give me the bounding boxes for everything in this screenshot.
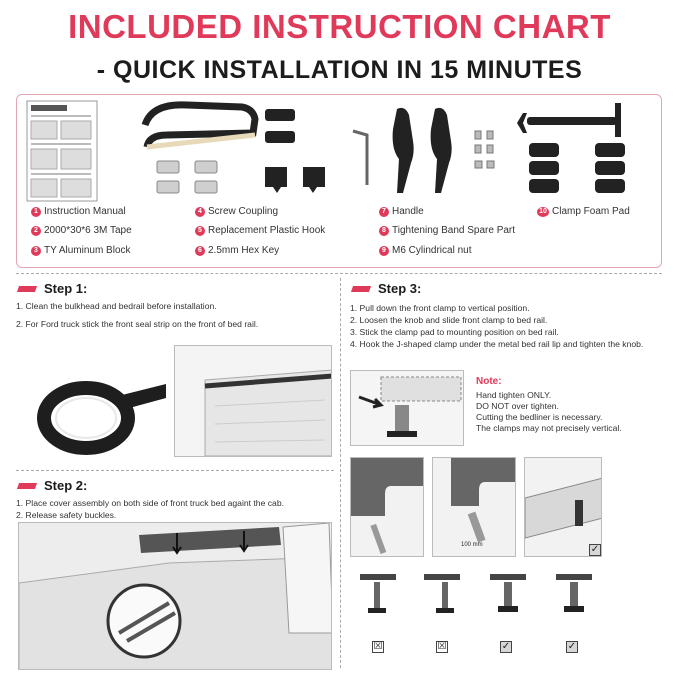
spare-part-illustration <box>475 131 494 168</box>
part-label-5: 5 Replacement Plastic Hook <box>195 225 325 236</box>
aluminum-block-illustration <box>157 161 217 193</box>
manual-illustration <box>27 101 97 201</box>
cross-icon: ☒ <box>437 641 447 652</box>
step1-heading: Step 1: <box>18 281 87 296</box>
note-text: Hand tighten ONLY. DO NOT over tighten. Cutting the bedliner is necessary. The clamps may not precisely vertical. <box>476 390 622 433</box>
part-label-4: 4 Screw Coupling <box>195 206 278 217</box>
clamp-position-1-image <box>360 574 396 622</box>
step-divider <box>16 470 334 471</box>
truck-bed-image <box>174 345 332 457</box>
check-icon: ✓ <box>501 641 511 652</box>
page-subtitle: - QUICK INSTALLATION IN 15 MINUTES <box>96 56 583 84</box>
check-icon: ✓ <box>590 544 600 555</box>
seal-strip-image <box>18 370 168 455</box>
part-label-8: 8 Tightening Band Spare Part <box>379 225 515 236</box>
part-label-6: 6 2.5mm Hex Key <box>195 245 279 256</box>
truck-cover-image <box>18 522 332 670</box>
plastic-hook-illustration <box>265 167 325 193</box>
check-icon: ✓ <box>567 641 577 652</box>
foam-pad-illustration <box>529 143 625 193</box>
step2-instructions: 1. Place cover assembly on both side of front truck bed againt the cab. 2. Release safety buckles. <box>16 498 284 520</box>
step1-instructions: 1. Clean the bulkhead and bedrail before installation. 2. For Ford truck stick the front seal strip on the front of bed rail. <box>16 301 259 329</box>
clamp-position-3-image <box>490 574 526 622</box>
strap-illustration <box>517 103 621 137</box>
part-label-10: 10 Clamp Foam Pad <box>537 206 630 217</box>
step-marker-icon <box>351 286 371 292</box>
note-heading: Note: <box>476 376 502 387</box>
step-marker-icon <box>17 483 37 489</box>
column-divider <box>340 278 341 668</box>
clamp-position-2-image <box>424 574 460 622</box>
step3-instructions: 1. Pull down the front clamp to vertical position. 2. Loosen the knob and slide front clamp to bed rail. 3. Stick the clamp pad to mounting position on bed rail. 4. Hook the J-shaped clamp under the metal bed rail lip and tighten the knob. <box>350 303 644 349</box>
page-title: INCLUDED INSTRUCTION CHART <box>68 8 611 45</box>
section-divider <box>16 273 662 274</box>
bedliner-image-2 <box>432 457 516 557</box>
clamp-position-4-image <box>556 574 592 622</box>
part-label-9: 9 M6 Cylindrical nut <box>379 245 471 256</box>
part-label-3: 3 TY Aluminum Block <box>31 245 131 256</box>
screw-coupling-illustration <box>265 109 295 143</box>
step-marker-icon <box>17 286 37 292</box>
part-label-2: 2 2000*30*6 3M Tape <box>31 225 132 236</box>
parts-illustrations <box>17 95 663 269</box>
part-label-7: 7 Handle <box>379 206 424 217</box>
step2-heading: Step 2: <box>18 478 87 493</box>
step3-heading: Step 3: <box>352 281 421 296</box>
hex-key-illustration <box>353 131 367 185</box>
handle-illustration <box>393 108 452 193</box>
clamp-detail-image <box>350 370 464 446</box>
clamp-mounted-image <box>524 457 602 557</box>
bedliner-image-1 <box>350 457 424 557</box>
part-label-1: 1 Instruction Manual <box>31 206 126 217</box>
cross-icon: ☒ <box>373 641 383 652</box>
dimension-label: 100 mm <box>461 542 483 548</box>
parts-panel <box>16 94 662 268</box>
